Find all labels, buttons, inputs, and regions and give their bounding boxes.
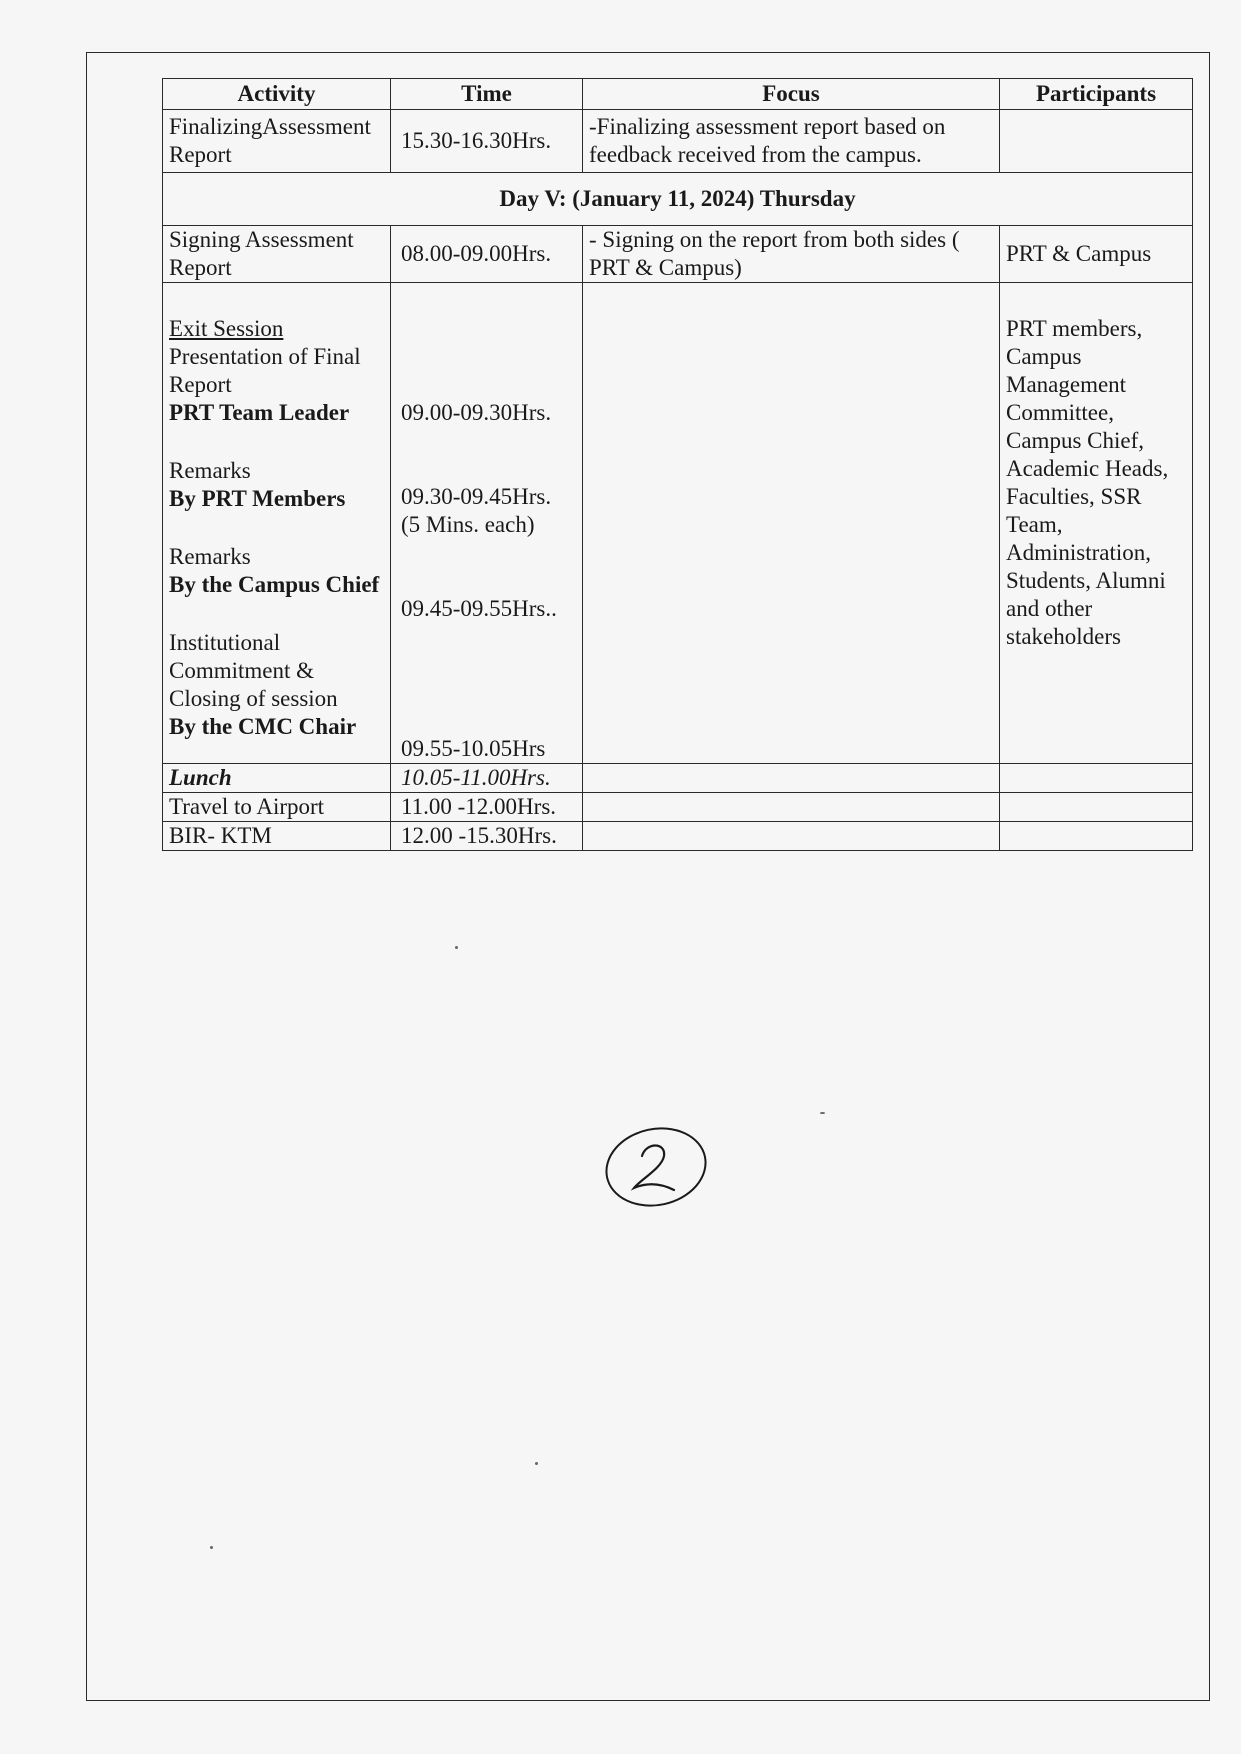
table-row	[163, 764, 1193, 793]
travel-activity: Travel to Airport	[163, 793, 391, 822]
header-row	[163, 79, 1193, 110]
signing-time: 08.00-09.00Hrs.	[391, 226, 583, 283]
exit-item-by: By the CMC Chair	[169, 714, 357, 739]
finalizing-focus: -Finalizing assessment report based on feedback received from the campus.	[583, 110, 1000, 173]
scan-speck	[210, 1546, 213, 1549]
table-row	[163, 793, 1193, 822]
page-number-stamp	[602, 1124, 710, 1210]
day-row	[163, 173, 1193, 226]
exit-item-time: 09.45-09.55Hrs..	[401, 596, 557, 621]
lunch-activity: Lunch	[163, 764, 391, 793]
signing-participants: PRT & Campus	[1000, 226, 1193, 283]
header-participants: Participants	[1000, 79, 1193, 110]
schedule-table	[162, 78, 1193, 851]
page-mark-text: 2	[656, 1174, 657, 1175]
day-header: Day V: (January 11, 2024) Thursday	[163, 173, 1193, 226]
exit-item-time: 09.30-09.45Hrs.	[401, 484, 552, 509]
scan-speck	[820, 1112, 825, 1114]
exit-item-time: 09.00-09.30Hrs.	[401, 400, 552, 425]
exit-participants: PRT members, Campus Management Committee, Campus Chief, Academic Heads, Faculties, SSR Team, Administration, Students, Alumni and other stakeholders	[1000, 283, 1193, 764]
exit-item-by: PRT Team Leader	[169, 400, 350, 425]
signing-activity: Signing Assessment Report	[163, 226, 391, 283]
table-row	[163, 226, 1193, 283]
header-time: Time	[391, 79, 583, 110]
exit-item-label: Remarks	[169, 544, 251, 569]
finalizing-participants	[1000, 110, 1193, 173]
exit-session-row	[163, 283, 1193, 764]
header-activity: Activity	[163, 79, 391, 110]
exit-item-by: By PRT Members	[169, 486, 346, 511]
exit-activity-cell	[163, 283, 391, 764]
exit-item-time: 09.55-10.05Hrs	[401, 736, 546, 761]
header-focus: Focus	[583, 79, 1000, 110]
exit-item-time-note: (5 Mins. each)	[401, 512, 535, 537]
finalizing-time: 15.30-16.30Hrs.	[391, 110, 583, 173]
exit-item-by: By the Campus Chief	[169, 572, 380, 597]
finalizing-activity: FinalizingAssessment Report	[163, 110, 391, 173]
signing-focus: - Signing on the report from both sides ( PRT & Campus)	[583, 226, 1000, 283]
exit-item-label: Institutional Commitment & Closing of session	[169, 630, 338, 711]
flight-time: 12.00 -15.30Hrs.	[391, 822, 583, 851]
scan-speck	[455, 946, 458, 949]
flight-activity: BIR- KTM	[163, 822, 391, 851]
scan-speck	[535, 1462, 538, 1465]
exit-session-title: Exit Session	[169, 316, 284, 341]
travel-time: 11.00 -12.00Hrs.	[391, 793, 583, 822]
table-row	[163, 110, 1193, 173]
lunch-time: 10.05-11.00Hrs.	[391, 764, 583, 793]
exit-time-cell	[391, 283, 583, 764]
exit-focus-cell	[583, 283, 1000, 764]
exit-item-label: Remarks	[169, 458, 251, 483]
exit-item-label: Presentation of Final Report	[169, 344, 361, 397]
table-row	[163, 822, 1193, 851]
